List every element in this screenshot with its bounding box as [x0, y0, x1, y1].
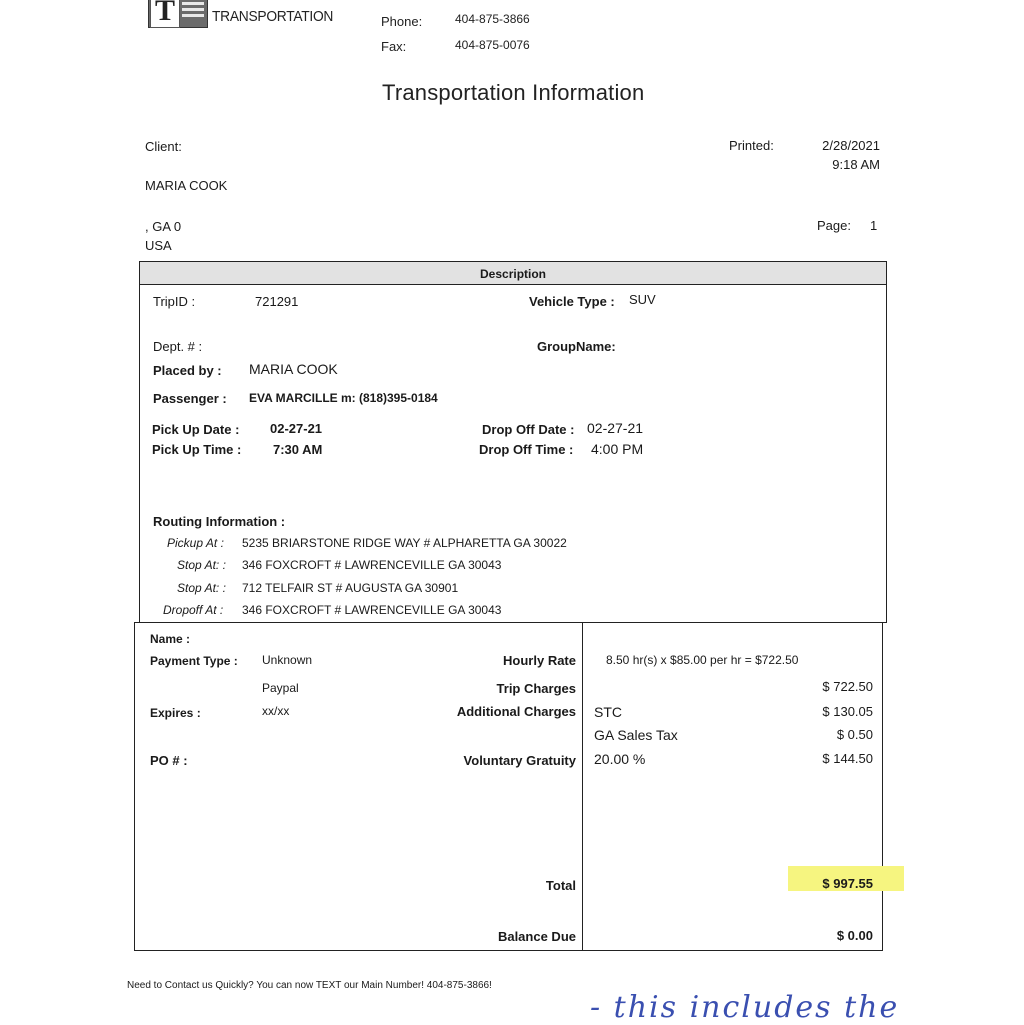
- hourly-rate-label: Hourly Rate: [503, 653, 576, 668]
- routing-stop-address: 5235 BRIARSTONE RIDGE WAY # ALPHARETTA GA 30022: [242, 536, 567, 550]
- logo-letter: T: [150, 0, 180, 28]
- passenger-label: Passenger :: [153, 391, 227, 406]
- routing-stop-label: Stop At: :: [177, 581, 226, 595]
- pickup-date-label: Pick Up Date :: [152, 422, 240, 437]
- page-number: 1: [870, 218, 878, 233]
- stc-label: STC: [594, 704, 622, 720]
- sales-tax-amount: $ 0.50: [836, 727, 873, 742]
- footer-note: Need to Contact us Quickly? You can now TEXT our Main Number! 404-875-3866!: [127, 980, 492, 991]
- placed-by-label: Placed by :: [153, 363, 222, 378]
- client-label: Client:: [145, 139, 182, 154]
- balance-due-label: Balance Due: [497, 929, 576, 944]
- description-header-divider: [140, 284, 886, 285]
- charges-divider: [582, 622, 583, 950]
- trip-charges-label: Trip Charges: [496, 681, 576, 696]
- phone-number: 404-875-3866: [455, 12, 530, 26]
- payment-type-label: Payment Type :: [150, 654, 238, 668]
- payment-type: Unknown: [262, 653, 313, 667]
- gratuity-amount: $ 144.50: [822, 751, 873, 766]
- total-label: Total: [545, 878, 576, 893]
- client-name: MARIA COOK: [145, 178, 228, 193]
- gratuity-percent: 20.00 %: [594, 751, 646, 767]
- client-city: , GA 0: [145, 219, 182, 234]
- expires-label: Expires :: [150, 706, 201, 720]
- stc-amount: $ 130.05: [822, 704, 873, 719]
- fax-label: Fax:: [381, 39, 407, 54]
- routing-stop-label: Pickup At :: [167, 536, 224, 550]
- additional-charges-label: Additional Charges: [456, 704, 576, 719]
- routing-label: Routing Information :: [153, 514, 286, 529]
- fax-number: 404-875-0076: [455, 38, 530, 52]
- routing-stop-address: 712 TELFAIR ST # AUGUSTA GA 30901: [242, 581, 459, 595]
- description-header: Description: [480, 267, 547, 281]
- page-label: Page:: [817, 218, 851, 233]
- expires: xx/xx: [262, 704, 290, 718]
- placed-by: MARIA COOK: [249, 361, 338, 377]
- vehicle-type-label: Vehicle Type :: [529, 294, 615, 309]
- routing-stop-address: 346 FOXCROFT # LAWRENCEVILLE GA 30043: [242, 603, 502, 617]
- total-amount: $ 997.55: [822, 876, 873, 891]
- trip-id-label: TripID :: [153, 294, 196, 309]
- hourly-rate-detail: 8.50 hr(s) x $85.00 per hr = $722.50: [606, 653, 799, 667]
- logo-stripes: [182, 2, 204, 24]
- printed-date: 2/28/2021: [822, 138, 880, 153]
- company-name: TRANSPORTATION: [212, 8, 334, 25]
- group-name-label: GroupName:: [537, 339, 616, 354]
- charges-box: [134, 622, 883, 951]
- dropoff-time: 4:00 PM: [591, 441, 644, 457]
- trip-charges-amount: $ 722.50: [822, 679, 873, 694]
- client-country: USA: [145, 238, 172, 253]
- po-label: PO # :: [150, 753, 188, 768]
- printed-time: 9:18 AM: [832, 157, 880, 172]
- pickup-date: 02-27-21: [270, 421, 323, 436]
- routing-stop-label: Stop At: :: [177, 558, 226, 572]
- dropoff-date-label: Drop Off Date :: [482, 422, 575, 437]
- dropoff-time-label: Drop Off Time :: [479, 442, 574, 457]
- routing-stop-label: Dropoff At :: [163, 603, 224, 617]
- pickup-time-label: Pick Up Time :: [152, 442, 242, 457]
- vehicle-type: SUV: [629, 292, 656, 307]
- handwritten-note: - this includes the: [590, 990, 900, 1025]
- trip-id: 721291: [255, 294, 299, 309]
- balance-due-amount: $ 0.00: [836, 928, 873, 943]
- page-title: Transportation Information: [382, 80, 645, 105]
- sales-tax-label: GA Sales Tax: [594, 727, 678, 743]
- payment-method: Paypal: [262, 681, 299, 695]
- routing-stop-address: 346 FOXCROFT # LAWRENCEVILLE GA 30043: [242, 558, 502, 572]
- printed-label: Printed:: [729, 138, 774, 153]
- name-label: Name :: [150, 632, 191, 646]
- pickup-time: 7:30 AM: [273, 442, 323, 457]
- passenger: EVA MARCILLE m: (818)395-0184: [249, 391, 438, 405]
- phone-label: Phone:: [381, 14, 423, 29]
- dept-label: Dept. # :: [153, 339, 203, 354]
- gratuity-label: Voluntary Gratuity: [463, 753, 576, 768]
- dropoff-date: 02-27-21: [587, 420, 644, 436]
